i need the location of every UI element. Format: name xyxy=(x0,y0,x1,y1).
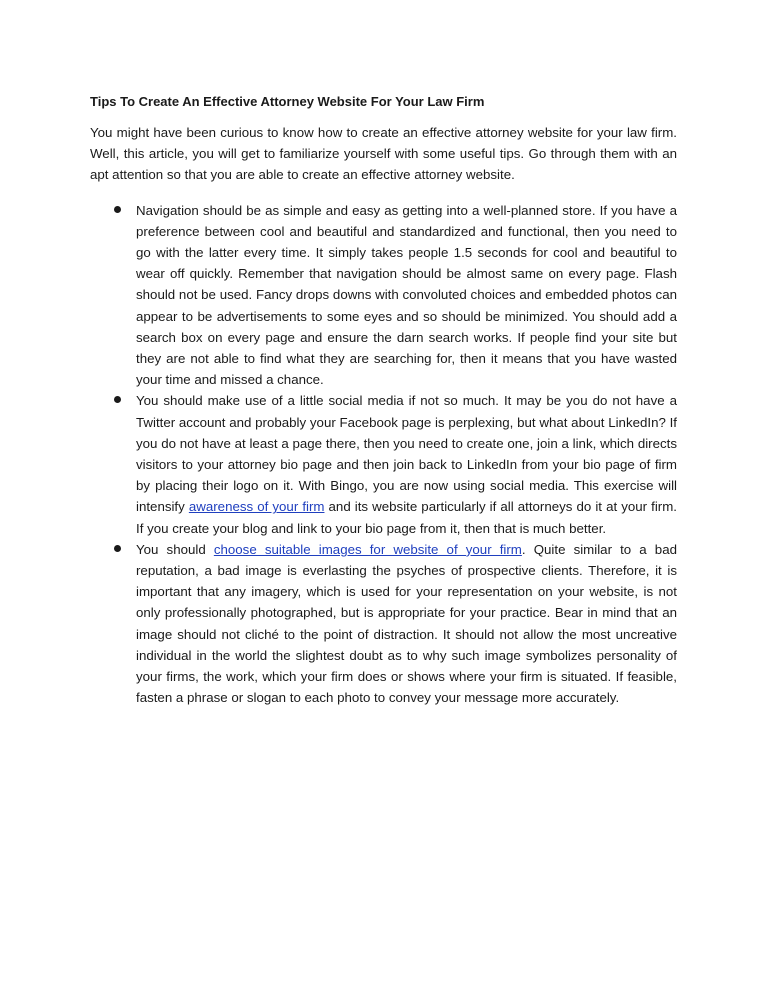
list-item-text-after: . Quite similar to a bad reputation, a bad image is everlasting the psyches of prospective clients. Therefore, it is important that any imagery, which is used for your representation on your website, is not only professionally photographed, but is appropriate for your practice. Bear in mind that an image should not cliché to the point of distraction. It should not allow the most uncreative individual in the world the slightest doubt as to why such image symbolizes personality of your firms, the work, which your firm does or shows where your firm is situated. If feasible, fasten a phrase or slogan to each photo to convey your message more accurately. xyxy=(136,541,677,706)
list-item-text-before: You should make use of a little social media if not so much. It may be you do not have a Twitter account and probably your Facebook page is perplexing, but what about LinkedIn? If you do not have at least a page there, then you need to create one, join a link, which directs visitors to your attorney bio page and then join back to LinkedIn from your bio page of firm by placing their logo on it. With Bingo, you are now using social media. This exercise will intensify xyxy=(136,393,677,515)
list-item-navigation xyxy=(90,200,677,391)
bullet-icon xyxy=(114,545,121,552)
bullet-icon xyxy=(114,206,121,213)
choose-images-link[interactable]: choose suitable images for website of your firm xyxy=(213,541,522,557)
intro-paragraph: You might have been curious to know how to create an effective attorney website for your law firm. Well, this article, you will get to familiarize yourself with some useful tips. Go through them with an apt attention so that you are able to create an effective attorney website. xyxy=(90,125,677,183)
list-item-images xyxy=(90,539,677,709)
list-item-text: Navigation should be as simple and easy as getting into a well-planned store. If you have a preference between cool and beautiful and standardized and functional, then you need to go with the latter every time. It simply takes people 1.5 seconds for cool and beautiful to wear off quickly. Remember that navigation should be almost same on every page. Flash should not be used. Fancy drops downs with convoluted choices and embedded photos can appear to be advertisements to some eyes and so should be minimized. You should add a search box on every page and ensure the darn search works. If people find your site but they are not able to find what they are searching for, then it means that you have wasted your time and missed a chance. xyxy=(136,202,677,388)
document-title: Tips To Create An Effective Attorney Website For Your Law Firm xyxy=(90,94,485,109)
list-item-text-after: and its website particularly if all attorneys do it at your firm. If you create your blog and link to your bio page from it, then that is much better. xyxy=(136,499,677,536)
bullet-icon xyxy=(114,396,121,403)
list-item-social-media xyxy=(90,390,677,538)
list-item-text-before: You should xyxy=(136,541,214,557)
document-page xyxy=(90,92,677,708)
tips-list xyxy=(90,200,677,709)
awareness-link[interactable]: awareness of your firm xyxy=(188,499,325,515)
